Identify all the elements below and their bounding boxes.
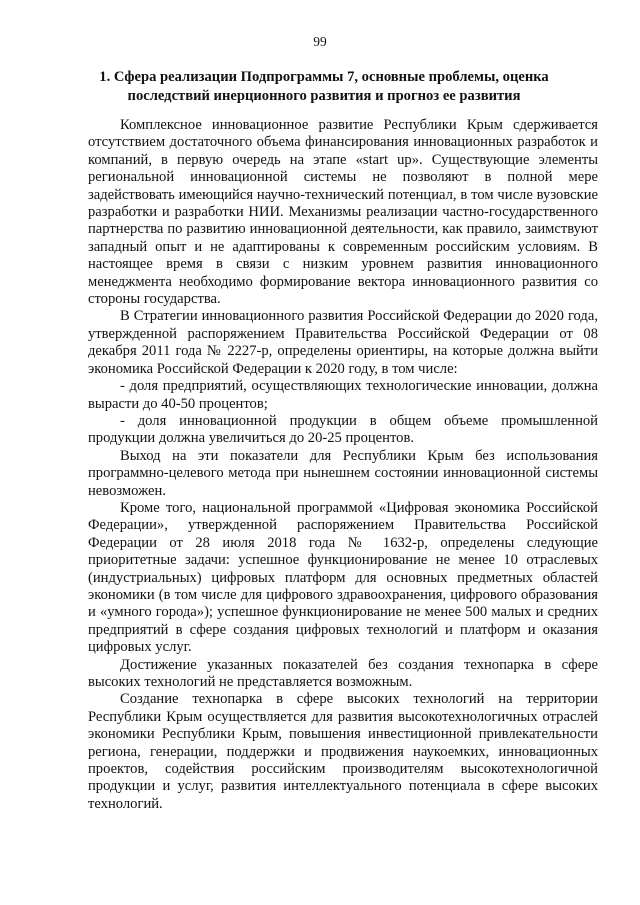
page-number: 99 <box>313 34 327 49</box>
paragraph: Выход на эти показатели для Республики Крым без использования программно-целевого метода при нынешнем состоянии инновационной системы невозможен. <box>88 447 598 499</box>
section-heading: 1. Сфера реализации Подпрограммы 7, основные проблемы, оценка последствий инерционного развития и прогноз ее развития <box>99 69 549 104</box>
paragraph: Кроме того, национальной программой «Цифровая экономика Российской Федерации», утвержденной распоряжением Правительства Российской Федерации от 28 июля 2018 года № 1632-р, определены следующие приоритетные задачи: успешное функционирование не менее 10 отраслевых (индустриальных) цифровых платформ для основных предметных областей экономики (в том числе для цифрового здравоохранения, цифрового образования и «умного города»); успешное функционирование не менее 500 малых и средних предприятий в сфере создания цифровых технологий и платформ и оказания цифровых услуг. <box>88 499 598 656</box>
paragraph: Комплексное инновационное развитие Республики Крым сдерживается отсутствием достаточного объема финансирования инновационных разработок и компаний, в первую очередь на этапе «start up». Существующие элементы региональной инновационной системы не позволяют в полной мере задействовать имеющийся научно-технический потенциал, в том числе вузовские разработки и разработки НИИ. Механизмы реализации частно-государственного партнерства по развитию инновационной деятельности, как правило, заимствуют западный опыт и не адаптированы к современным российским условиям. В настоящее время в связи с низким уровнем развития инновационного менеджмента необходимо формирование вектора инновационного развития со стороны государства. <box>88 117 598 308</box>
paragraph: Достижение указанных показателей без создания технопарка в сфере высоких технологий не представляется возможным. <box>88 656 598 690</box>
list-item: - доля инновационной продукции в общем объеме промышленной продукции должна увеличиться до 20-25 процентов. <box>88 412 598 447</box>
list-item: - доля предприятий, осуществляющих технологические инновации, должна вырасти до 40-50 процентов; <box>88 378 598 412</box>
paragraph: В Стратегии инновационного развития Российской Федерации до 2020 года, утвержденной распоряжением Правительства Российской Федерации от 08 декабря 2011 года № 2227-р, определены ориентиры, на которые должна выйти экономика Российской Федерации к 2020 году, в том числе: <box>88 308 598 377</box>
body-text <box>88 117 598 813</box>
paragraph: Создание технопарка в сфере высоких технологий на территории Республики Крым осуществляется для развития высокотехнологичных отраслей экономики Республики Крым, повышения инвестиционной привлекательности региона, генерации, поддержки и продвижения наукоемких, инновационных проектов, содействия российским производителям высокотехнологичной продукции и услуг, развития интеллектуального потенциала в сфере высоких технологий. <box>88 691 598 812</box>
